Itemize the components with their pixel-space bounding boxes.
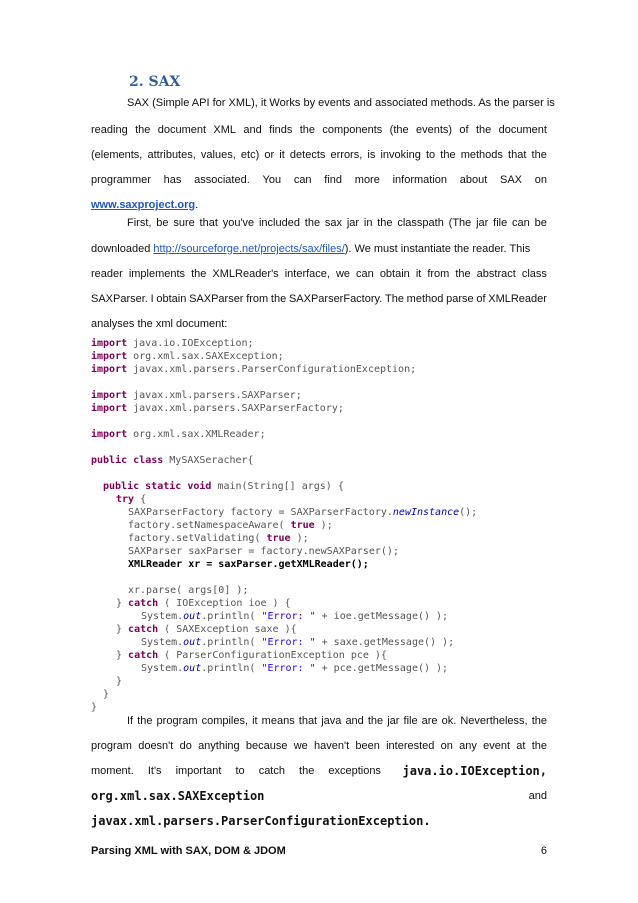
word: implements [128, 268, 186, 280]
word: the [191, 268, 207, 280]
word: values, [200, 149, 236, 161]
section-title: SAX [148, 74, 181, 90]
para-line [91, 173, 547, 187]
word: of [459, 124, 469, 136]
word: methods [460, 149, 503, 161]
code-line: import javax.xml.parsers.ParserConfigurationException; [91, 364, 417, 375]
word: program [156, 715, 198, 727]
word: of [476, 293, 486, 305]
word: the [531, 740, 547, 752]
word: SAX [500, 174, 523, 186]
word: abstract [476, 268, 516, 280]
code-line: import javax.xml.parsers.SAXParser; [91, 390, 302, 401]
word: java [321, 715, 342, 727]
word: program [91, 740, 132, 752]
code-line: System.out.println( "Error: " + ioe.getMessage() ); [141, 611, 449, 622]
word: any [459, 740, 477, 752]
word: jar [476, 217, 489, 229]
word: can [512, 217, 530, 229]
code-line: SAXParserFactory factory = SAXParserFactory.newInstance(); [128, 507, 478, 518]
word: on [440, 740, 453, 752]
word: that [298, 715, 318, 727]
word: can [356, 268, 374, 280]
word: SAXParserFactory. [288, 293, 383, 305]
word: has [163, 174, 182, 186]
word: I [150, 293, 154, 305]
word: find [324, 174, 343, 186]
word: the [270, 293, 287, 305]
word: anything [198, 740, 240, 752]
page-number: 6 [540, 845, 547, 857]
code-line: System.out.println( "Error: " + saxe.getMessage() ); [141, 637, 455, 648]
word: and [243, 124, 262, 136]
para-line [91, 267, 547, 281]
word: exceptions [328, 765, 381, 777]
word: file [403, 715, 418, 727]
word: it [415, 268, 422, 280]
code-line: factory.setValidating( true ); [128, 533, 309, 544]
word: are [421, 715, 438, 727]
word: (The [448, 217, 472, 229]
word: class [521, 268, 547, 280]
word: invoking [380, 149, 421, 161]
exception-name: javax.xml.parsers.ParserConfigurationException. [91, 814, 431, 828]
word: (elements, [91, 149, 143, 161]
sourceforge-link[interactable]: http://sourceforge.net/projects/sax/files/ [153, 243, 345, 255]
word: document [157, 124, 207, 136]
para-line: www.saxproject.org. [91, 199, 199, 211]
word: interested [386, 740, 435, 752]
code-line: } catch ( IOException ioe ) { [116, 598, 291, 609]
para-line [127, 714, 547, 728]
word: from [246, 293, 269, 305]
word: the [135, 124, 151, 136]
word: about [459, 174, 488, 186]
word: the [304, 217, 321, 229]
word: because [245, 740, 288, 752]
word: you've [222, 217, 255, 229]
word: programmer [91, 174, 151, 186]
word: reading [91, 124, 128, 136]
word: to [235, 765, 245, 777]
word: First, [127, 217, 152, 229]
word: included [258, 217, 300, 229]
code-line: public class MySAXSeracher{ [91, 455, 254, 466]
code-line: } catch ( ParserConfigurationException pce ){ [116, 650, 387, 661]
code-line: } [116, 676, 123, 687]
word: we [293, 740, 308, 752]
word: XMLReader [488, 293, 547, 305]
word: to [425, 149, 436, 161]
word: do [179, 740, 192, 752]
code-line: System.out.println( "Error: " + pce.getMessage() ); [141, 663, 449, 674]
code-line: public static void main(String[] args) { [103, 481, 344, 492]
code-line: } [91, 702, 98, 713]
word: file [493, 217, 508, 229]
word: obtain [156, 293, 187, 305]
para-line: org.xml.sax.SAXException and [91, 789, 547, 803]
word: ok. [441, 715, 457, 727]
para-line [91, 123, 547, 137]
word: important [175, 765, 222, 777]
word: doesn't [138, 740, 174, 752]
word: the [531, 149, 547, 161]
word: obtain [379, 268, 410, 280]
para-line [91, 739, 547, 753]
word: the [299, 124, 315, 136]
code-line: XMLReader xr = saxParser.getXMLReader(); [128, 559, 369, 570]
word: from [427, 268, 450, 280]
para-line [127, 216, 547, 230]
word: the [455, 268, 471, 280]
word: on [534, 174, 547, 186]
word: jar [387, 715, 400, 727]
exception-name: org.xml.sax.SAXException [91, 789, 265, 803]
word: SAXParser. [91, 293, 148, 305]
word: that [199, 217, 218, 229]
code-line: factory.setNamespaceAware( true ); [128, 520, 333, 531]
para-line [91, 148, 547, 162]
word: it [252, 715, 258, 727]
section-number: 2. [129, 74, 144, 90]
word: is [367, 149, 376, 161]
word: method [406, 293, 444, 305]
word: events) [415, 124, 453, 136]
code-line: try { [116, 494, 147, 505]
para-line [91, 814, 547, 828]
word: jar [346, 217, 360, 229]
word: finds [269, 124, 293, 136]
word: SAXParser [189, 293, 244, 305]
word: the [299, 765, 315, 777]
word: The [384, 293, 404, 305]
word: XML [213, 124, 237, 136]
word: Nevertheless, [460, 715, 528, 727]
word: components [322, 124, 383, 136]
word: be [156, 217, 169, 229]
para-line: analyses the xml document: [91, 318, 228, 330]
code-line: import org.xml.sax.XMLReader; [91, 429, 266, 440]
word: can [293, 174, 312, 186]
word: the [440, 149, 456, 161]
word: document [498, 124, 547, 136]
code-line: import javax.xml.parsers.SAXParserFactory; [91, 403, 344, 414]
word: the [475, 124, 492, 136]
word: errors, [330, 149, 363, 161]
word: (the [389, 124, 409, 136]
word: we [335, 268, 351, 280]
word: the [137, 715, 153, 727]
word: detects [289, 149, 326, 161]
section-heading [129, 74, 180, 90]
code-line: import org.xml.sax.SAXException; [91, 351, 284, 362]
word: or [264, 149, 275, 161]
word: XMLReader's [212, 268, 279, 280]
word: sure [173, 217, 195, 229]
word: the [531, 715, 547, 727]
word: associated. [194, 174, 250, 186]
word: sax [324, 217, 343, 229]
page-footer [91, 845, 547, 857]
word: It's [147, 765, 162, 777]
word: moment. [91, 765, 134, 777]
word: SAX (Simple API for XML), it Works by events and associated methods. As the parser is [127, 97, 555, 109]
exception-name: java.io.IOException, [402, 764, 547, 778]
word: means [261, 715, 295, 727]
word: haven't [314, 740, 350, 752]
word: in [363, 217, 373, 229]
word: that [508, 149, 527, 161]
code-line: SAXParser saxParser = factory.newSAXParser(); [128, 546, 399, 557]
word: information [392, 174, 447, 186]
para-line [91, 292, 547, 306]
saxproject-link[interactable]: www.saxproject.org [91, 199, 196, 211]
word: You [262, 174, 282, 186]
word: the [377, 217, 393, 229]
word: If [127, 715, 134, 727]
word: more [354, 174, 380, 186]
word: reader [91, 268, 123, 280]
code-line: } catch ( SAXException saxe ){ [116, 624, 297, 635]
word: be [534, 217, 547, 229]
para-line [91, 764, 547, 778]
word: classpath [397, 217, 444, 229]
code-line: } [103, 689, 110, 700]
code-line: xr.parse( args[0] ); [128, 585, 249, 596]
word: event [483, 740, 511, 752]
para-line: downloaded http://sourceforge.net/projects/sax/files/). We must instantiate the reader. This [91, 243, 531, 255]
word: etc) [240, 149, 260, 161]
word: catch [258, 765, 285, 777]
code-line: import java.io.IOException; [91, 338, 254, 349]
word: the [367, 715, 384, 727]
word: attributes, [147, 149, 196, 161]
word: been [355, 740, 380, 752]
footer-title: Parsing XML with SAX, DOM & JDOM [91, 845, 286, 857]
para-line [127, 96, 555, 110]
word: it [279, 149, 285, 161]
word: parse [446, 293, 474, 305]
word: compiles, [201, 715, 249, 727]
word: interface, [284, 268, 330, 280]
word: at [516, 740, 526, 752]
word: and [345, 715, 364, 727]
